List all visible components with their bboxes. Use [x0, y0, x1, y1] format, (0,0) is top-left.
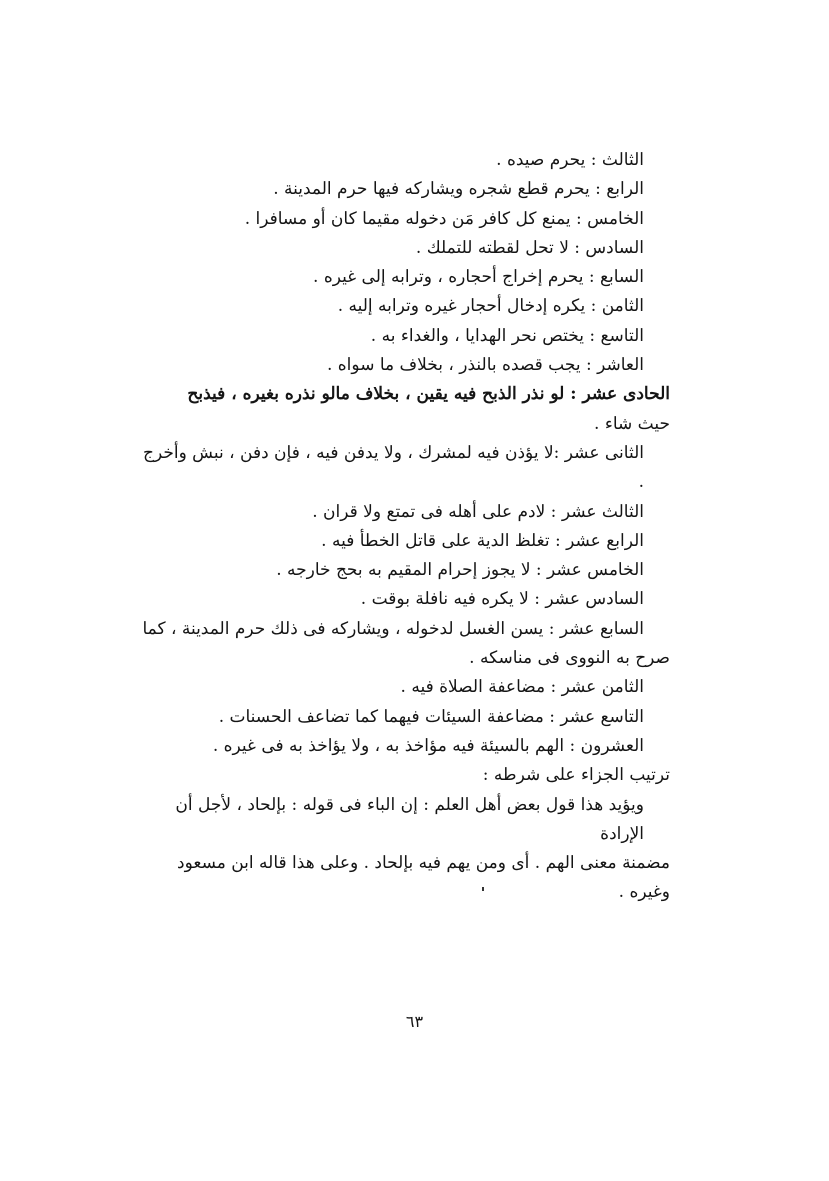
text-line: الخامس عشر : لا يجوز إحرام المقيم به بحج خارجه .	[276, 560, 644, 581]
text-line: التاسع : يختص نحر الهدايا ، والغداء به .	[370, 325, 644, 346]
text-line: الثالث : يحرم صيده .	[496, 150, 644, 170]
text-line: السابع عشر : يسن الغسل لدخوله ، ويشاركه فى ذلك حرم المدينة ، كما	[142, 618, 644, 639]
text-line: السابع : يحرم إخراج أحجاره ، وترابه إلى غيره .	[313, 267, 644, 288]
print-mark	[482, 887, 484, 891]
text-line: السادس عشر : لا يكره فيه نافلة بوقت .	[360, 589, 644, 610]
text-line: الثامن عشر : مضاعفة الصلاة فيه .	[400, 677, 644, 698]
text-line: العشرون : الهم بالسيئة فيه مؤاخذ به ، ولا يؤاخذ به فى غيره .	[212, 735, 644, 756]
text-line: الثانى عشر :لا يؤذن فيه لمشرك ، ولا يدفن فيه ، فإن دفن ، نبش وأخرج .	[142, 442, 644, 493]
page-number: ٦٣	[405, 1012, 424, 1031]
text-line: الثامن : يكره إدخال أحجار غيره وترابه إليه .	[337, 296, 644, 317]
text-line: ويؤيد هذا قول بعض أهل العلم : إن الباء فى قوله : بإلحاد ، لأجل أن الإرادة	[175, 794, 644, 844]
section-heading: ترتيب الجزاء على شرطه :	[482, 765, 670, 786]
text-line: الحادى عشر : لو نذر الذبح فيه يقين ، بخلاف مالو نذره بغيره ، فيذبح	[187, 384, 670, 405]
text-line: مضمنة معنى الهم . أى ومن يهم فيه بإلحاد . وعلى هذا قاله ابن مسعود وغيره .	[177, 853, 670, 903]
text-line: حيث شاء .	[594, 413, 670, 434]
text-line: العاشر : يجب قصده بالنذر ، بخلاف ما سواه .	[326, 355, 644, 376]
text-line: السادس : لا تحل لقطته للتملك .	[415, 237, 644, 258]
text-line: الرابع : يحرم قطع شجره ويشاركه فيها حرم المدينة .	[273, 179, 644, 200]
text-line: صرح به النووى فى مناسكه .	[469, 648, 670, 669]
text-line: الرابع عشر : تغلظ الدية على قاتل الخطأ فيه .	[321, 530, 644, 551]
body-text	[142, 146, 670, 908]
text-line: الثالث عشر : لادم على أهله فى تمتع ولا قران .	[312, 501, 644, 522]
text-line: التاسع عشر : مضاعفة السيئات فيهما كما تضاعف الحسنات .	[218, 706, 644, 727]
text-line: الخامس : يمنع كل كافر مَن دخوله مقيما كان أو مسافرا .	[244, 208, 644, 229]
